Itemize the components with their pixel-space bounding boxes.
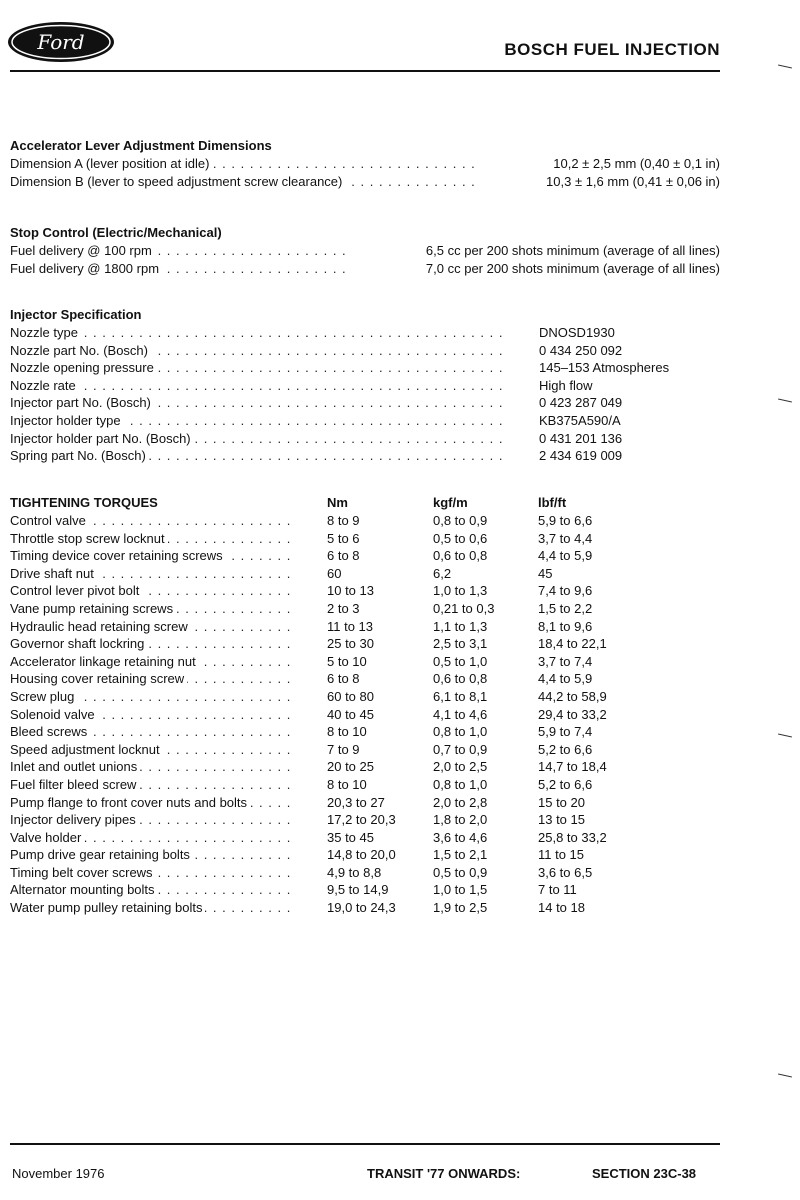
spec-row bbox=[10, 155, 720, 173]
spec-label: Spring part No. (Bosch) . . . bbox=[10, 447, 502, 465]
torque-nm: 8 to 9 bbox=[327, 513, 360, 528]
torque-label: Solenoid valve . . . bbox=[10, 706, 293, 724]
spec-value: DNOSD1930 bbox=[539, 325, 615, 340]
torque-nm: 10 to 13 bbox=[327, 583, 374, 599]
torque-kgf: 2,0 to 2,5 bbox=[433, 759, 488, 775]
torque-lbf: 25,8 to 33,2 bbox=[538, 829, 607, 845]
torque-row bbox=[10, 600, 720, 618]
footer-publication: TRANSIT '77 ONWARDS: bbox=[367, 1166, 521, 1181]
torque-nm: 7 to 9 bbox=[327, 741, 360, 757]
torque-nm: 60 to 80 bbox=[327, 688, 374, 704]
spec-label: Nozzle part No. (Bosch) . . . bbox=[10, 342, 502, 360]
torque-kgf: 0,6 to 0,8 bbox=[433, 548, 488, 564]
torque-nm: 5 to 10 bbox=[327, 653, 367, 669]
spec-value: 10,3 ± 1,6 mm (0,41 ± 0,06 in) bbox=[546, 173, 720, 189]
torque-row bbox=[10, 758, 720, 776]
torque-kgf: 4,1 to 4,6 bbox=[433, 706, 488, 722]
spec-label: Fuel delivery @ 100 rpm . . . bbox=[10, 242, 350, 260]
margin-mark bbox=[778, 734, 792, 738]
torque-nm: 6 to 8 bbox=[327, 548, 360, 564]
torque-row bbox=[10, 688, 720, 706]
spec-label: Injector holder part No. (Bosch) . . . bbox=[10, 430, 502, 448]
torque-nm: 17,2 to 20,3 bbox=[327, 812, 396, 828]
torque-kgf: 0,7 to 0,9 bbox=[433, 741, 488, 757]
torque-row bbox=[10, 741, 720, 759]
torque-label: Vane pump retaining screws . . . bbox=[10, 600, 293, 618]
torque-row bbox=[10, 653, 720, 671]
torque-label: Injector delivery pipes . . . bbox=[10, 811, 293, 829]
accelerator-section bbox=[10, 137, 720, 190]
torque-label: Timing device cover retaining screws . . . bbox=[10, 547, 293, 565]
ford-logo bbox=[6, 20, 116, 64]
torque-lbf: 45 bbox=[538, 565, 553, 581]
torque-lbf: 7 to 11 bbox=[538, 882, 577, 898]
torque-lbf: 14 to 18 bbox=[538, 900, 585, 916]
torque-nm: 20,3 to 27 bbox=[327, 794, 385, 810]
torque-label: Governor shaft lockring . . . bbox=[10, 635, 293, 653]
torque-kgf: 6,1 to 8,1 bbox=[433, 688, 488, 704]
torque-row bbox=[10, 582, 720, 600]
torque-row bbox=[10, 723, 720, 741]
torque-nm: 19,0 to 24,3 bbox=[327, 900, 396, 916]
spec-label: Fuel delivery @ 1800 rpm . . . bbox=[10, 260, 350, 278]
torque-label: Throttle stop screw locknut . . . bbox=[10, 530, 293, 548]
injector-rows bbox=[10, 324, 720, 465]
torque-kgf: 1,8 to 2,0 bbox=[433, 812, 488, 828]
spec-label: Nozzle type . . . bbox=[10, 324, 502, 342]
ford-oval-logo-icon bbox=[6, 20, 116, 64]
torque-label: Timing belt cover screws . . . bbox=[10, 864, 293, 882]
footer-date: November 1976 bbox=[12, 1166, 105, 1181]
torque-label: Bleed screws . . . bbox=[10, 723, 293, 741]
torques-header bbox=[10, 494, 720, 512]
torque-lbf: 7,4 to 9,6 bbox=[538, 583, 593, 599]
spec-row bbox=[10, 173, 720, 191]
spec-label: Dimension A (lever position at idle) . . . bbox=[10, 155, 475, 173]
torque-label: Pump flange to front cover nuts and bolts . . . bbox=[10, 794, 293, 812]
torque-row bbox=[10, 512, 720, 530]
torque-nm: 11 to 13 bbox=[327, 618, 374, 634]
torque-kgf: 1,9 to 2,5 bbox=[433, 900, 488, 916]
footer-section: SECTION 23C-38 bbox=[592, 1166, 697, 1181]
torque-nm: 8 to 10 bbox=[327, 776, 367, 792]
torque-label: Valve holder . . . bbox=[10, 829, 293, 847]
spec-row bbox=[10, 447, 720, 465]
torque-kgf: 3,6 to 4,6 bbox=[433, 829, 488, 845]
page-header-title: BOSCH FUEL INJECTION bbox=[504, 40, 720, 59]
torque-row bbox=[10, 618, 720, 636]
torque-row bbox=[10, 881, 720, 899]
torque-kgf: 1,5 to 2,1 bbox=[433, 847, 488, 863]
torque-label: Drive shaft nut . . . bbox=[10, 565, 293, 583]
footer-divider bbox=[10, 1143, 720, 1145]
torque-kgf: 0,6 to 0,8 bbox=[433, 671, 488, 687]
torque-label: Accelerator linkage retaining nut . . . bbox=[10, 653, 293, 671]
spec-value: 2 434 619 009 bbox=[539, 448, 623, 464]
spec-row bbox=[10, 412, 720, 430]
torque-lbf: 5,2 to 6,6 bbox=[538, 741, 593, 757]
torque-kgf: 1,1 to 1,3 bbox=[433, 618, 488, 634]
torque-lbf: 44,2 to 58,9 bbox=[538, 688, 607, 704]
torque-kgf: 0,8 to 0,9 bbox=[433, 513, 488, 528]
torque-row bbox=[10, 776, 720, 794]
spec-value: 0 434 250 092 bbox=[539, 342, 623, 358]
torque-label: Fuel filter bleed screw . . . bbox=[10, 776, 293, 794]
torque-label: Inlet and outlet unions . . . bbox=[10, 758, 293, 776]
stop-control-section bbox=[10, 224, 720, 277]
torque-lbf: 3,7 to 4,4 bbox=[538, 530, 593, 546]
torque-kgf: 0,5 to 0,6 bbox=[433, 530, 488, 546]
torque-lbf: 29,4 to 33,2 bbox=[538, 706, 607, 722]
column-header-nm: Nm bbox=[327, 495, 348, 510]
spec-row bbox=[10, 260, 720, 278]
torque-row bbox=[10, 829, 720, 847]
section-title: Injector Specification bbox=[10, 307, 142, 322]
torque-lbf: 5,9 to 6,6 bbox=[538, 513, 593, 528]
torque-nm: 2 to 3 bbox=[327, 600, 360, 616]
spec-value: 0 431 201 136 bbox=[539, 430, 623, 446]
spec-row bbox=[10, 394, 720, 412]
torque-label: Water pump pulley retaining bolts . . . bbox=[10, 899, 293, 917]
torque-row bbox=[10, 811, 720, 829]
spec-label: Dimension B (lever to speed adjustment screw clearance) . . . bbox=[10, 173, 475, 191]
torque-kgf: 0,8 to 1,0 bbox=[433, 724, 488, 740]
torque-nm: 14,8 to 20,0 bbox=[327, 847, 396, 863]
torque-nm: 40 to 45 bbox=[327, 706, 374, 722]
spec-label: Injector part No. (Bosch) . . . bbox=[10, 394, 502, 412]
spec-value: 6,5 cc per 200 shots minimum (average of all lines) bbox=[425, 243, 720, 258]
torque-row bbox=[10, 547, 720, 565]
spec-value: High flow bbox=[539, 377, 593, 393]
torque-nm: 4,9 to 8,8 bbox=[327, 864, 382, 880]
torque-label: Control lever pivot bolt . . . bbox=[10, 582, 293, 600]
spec-value: 0 423 287 049 bbox=[539, 395, 623, 411]
torque-lbf: 1,5 to 2,2 bbox=[538, 600, 593, 616]
torque-kgf: 1,0 to 1,3 bbox=[433, 583, 488, 599]
section-title: Stop Control (Electric/Mechanical) bbox=[10, 225, 222, 240]
torque-label: Control valve . . . bbox=[10, 512, 293, 530]
torque-lbf: 4,4 to 5,9 bbox=[538, 671, 593, 687]
torque-nm: 5 to 6 bbox=[327, 530, 360, 546]
torque-kgf: 2,0 to 2,8 bbox=[433, 794, 488, 810]
spec-row bbox=[10, 377, 720, 395]
spec-row bbox=[10, 242, 720, 260]
torque-row bbox=[10, 794, 720, 812]
injector-section bbox=[10, 306, 720, 465]
torque-lbf: 18,4 to 22,1 bbox=[538, 636, 607, 652]
torque-row bbox=[10, 670, 720, 688]
torque-label: Pump drive gear retaining bolts . . . bbox=[10, 846, 293, 864]
torque-label: Hydraulic head retaining screw . . . bbox=[10, 618, 293, 636]
torque-label: Speed adjustment locknut . . . bbox=[10, 741, 293, 759]
column-header-lbf: lbf/ft bbox=[538, 495, 567, 510]
spec-value: 145–153 Atmospheres bbox=[539, 360, 670, 376]
section-title: Accelerator Lever Adjustment Dimensions bbox=[10, 138, 272, 153]
spec-row bbox=[10, 359, 720, 377]
torque-rows bbox=[10, 512, 720, 917]
spec-value: 7,0 cc per 200 shots minimum (average of all lines) bbox=[425, 260, 720, 276]
torque-row bbox=[10, 706, 720, 724]
torque-nm: 35 to 45 bbox=[327, 829, 374, 845]
margin-mark bbox=[778, 1074, 792, 1078]
torque-nm: 8 to 10 bbox=[327, 724, 367, 740]
torque-kgf: 2,5 to 3,1 bbox=[433, 636, 488, 652]
torque-nm: 25 to 30 bbox=[327, 636, 374, 652]
torque-kgf: 6,2 bbox=[433, 565, 452, 581]
torques-section bbox=[10, 494, 720, 917]
torque-kgf: 0,5 to 1,0 bbox=[433, 653, 488, 669]
torque-lbf: 3,6 to 6,5 bbox=[538, 864, 593, 880]
torque-label: Alternator mounting bolts . . . bbox=[10, 881, 293, 899]
header-divider bbox=[10, 70, 720, 72]
torque-lbf: 5,2 to 6,6 bbox=[538, 776, 593, 792]
torque-kgf: 0,21 to 0,3 bbox=[433, 600, 495, 616]
spec-row bbox=[10, 342, 720, 360]
torque-row bbox=[10, 530, 720, 548]
torque-lbf: 4,4 to 5,9 bbox=[538, 548, 593, 564]
torque-lbf: 8,1 to 9,6 bbox=[538, 618, 593, 634]
torque-lbf: 11 to 15 bbox=[538, 847, 585, 863]
section-title: TIGHTENING TORQUES bbox=[10, 495, 158, 510]
torque-row bbox=[10, 635, 720, 653]
torque-nm: 20 to 25 bbox=[327, 759, 374, 775]
torque-lbf: 5,9 to 7,4 bbox=[538, 724, 593, 740]
spec-label: Injector holder type . . . bbox=[10, 412, 502, 430]
torque-label: Housing cover retaining screw . . . bbox=[10, 670, 293, 688]
torque-kgf: 0,8 to 1,0 bbox=[433, 776, 488, 792]
spec-row bbox=[10, 430, 720, 448]
torque-row bbox=[10, 899, 720, 917]
torque-kgf: 0,5 to 0,9 bbox=[433, 864, 488, 880]
spec-row bbox=[10, 324, 720, 342]
torque-lbf: 14,7 to 18,4 bbox=[538, 759, 607, 775]
spec-value: KB375A590/A bbox=[539, 412, 621, 428]
torque-row bbox=[10, 846, 720, 864]
spec-label: Nozzle opening pressure . . . bbox=[10, 359, 502, 377]
torque-nm: 6 to 8 bbox=[327, 671, 360, 687]
margin-mark bbox=[778, 65, 792, 69]
torque-row bbox=[10, 565, 720, 583]
torque-lbf: 13 to 15 bbox=[538, 812, 585, 828]
torque-lbf: 3,7 to 7,4 bbox=[538, 653, 593, 669]
spec-label: Nozzle rate . . . bbox=[10, 377, 502, 395]
torque-nm: 60 bbox=[327, 565, 342, 581]
torque-kgf: 1,0 to 1,5 bbox=[433, 882, 488, 898]
torque-row bbox=[10, 864, 720, 882]
spec-value: 10,2 ± 2,5 mm (0,40 ± 0,1 in) bbox=[553, 156, 720, 171]
torque-nm: 9,5 to 14,9 bbox=[327, 882, 389, 898]
torque-label: Screw plug . . . bbox=[10, 688, 293, 706]
torque-lbf: 15 to 20 bbox=[538, 794, 585, 810]
column-header-kgf: kgf/m bbox=[433, 495, 468, 510]
margin-mark bbox=[778, 399, 792, 403]
svg-text:Ford: Ford bbox=[37, 30, 85, 54]
